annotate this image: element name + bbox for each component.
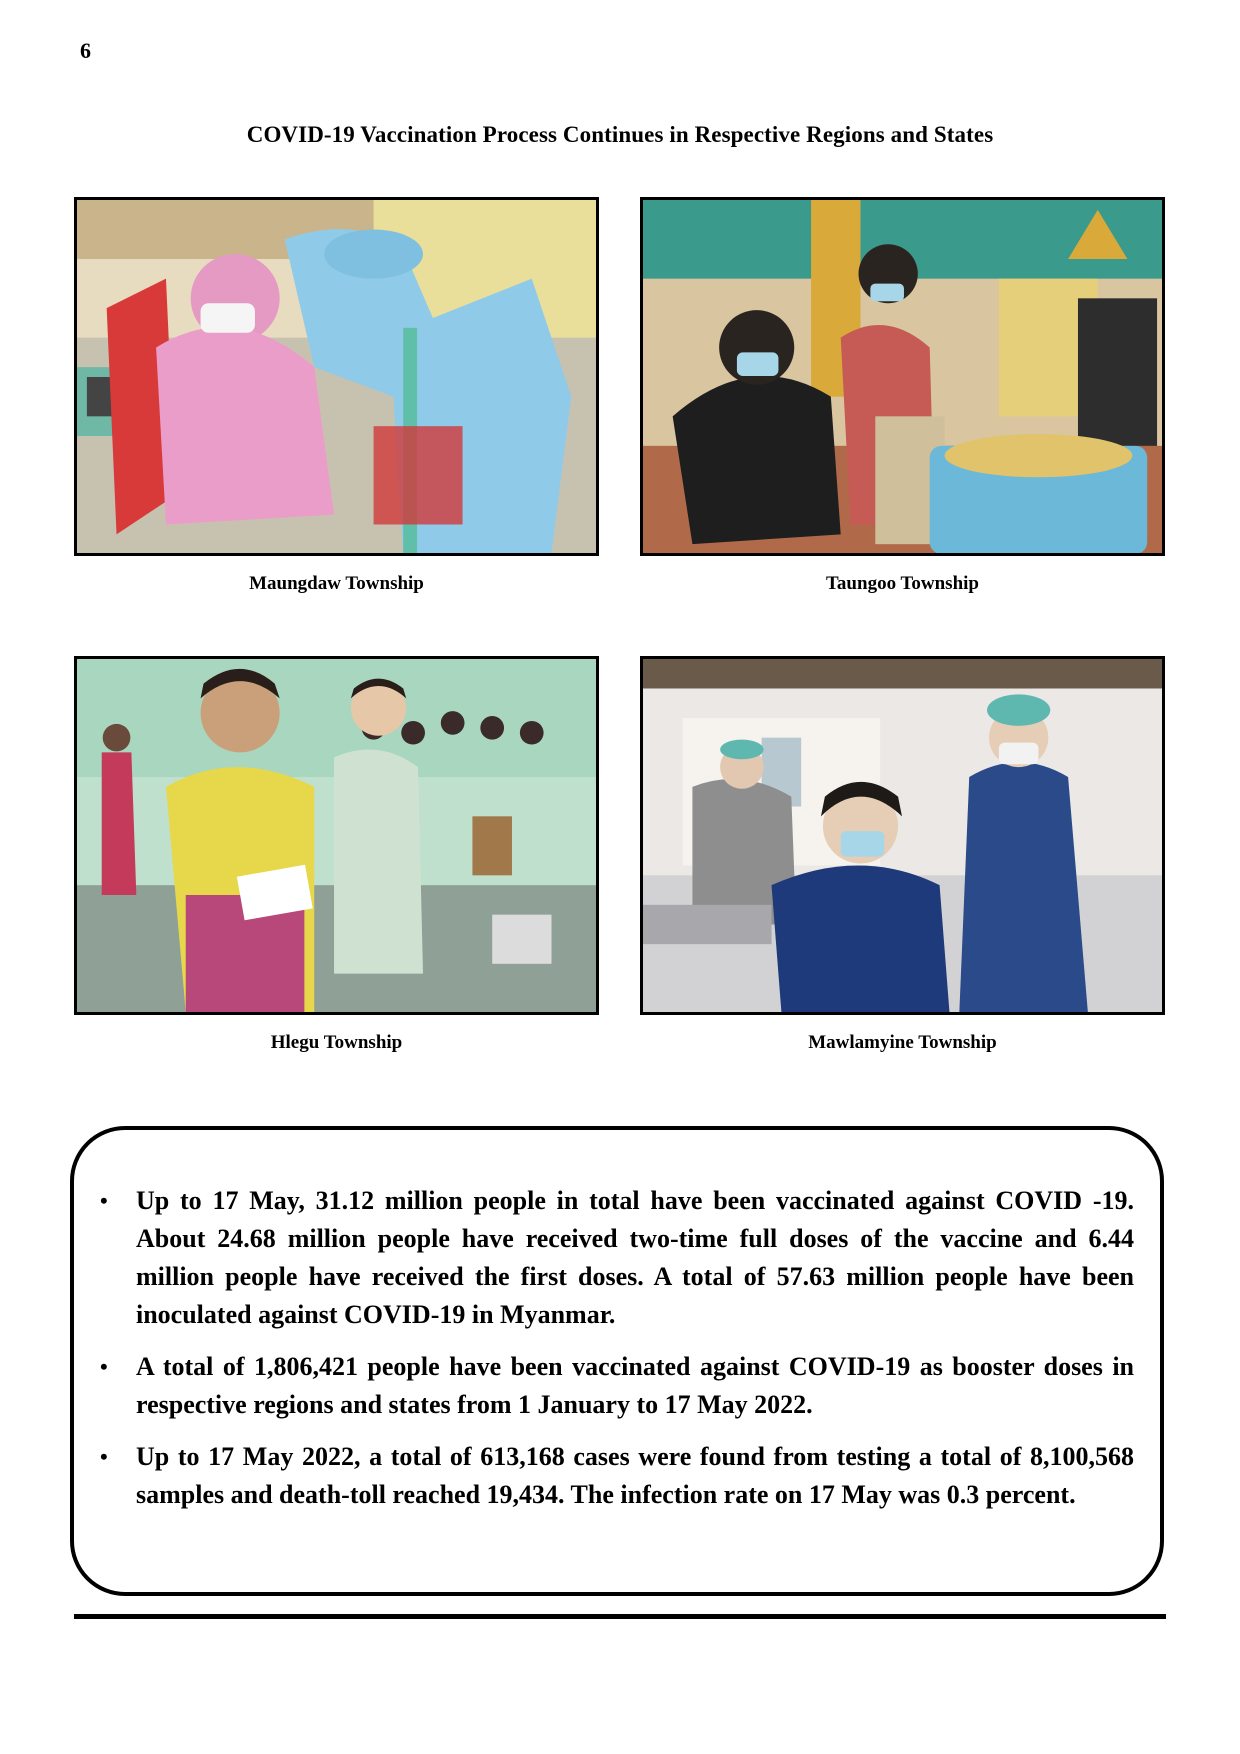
bullet-icon: • xyxy=(100,1444,108,1469)
bullet-text: Up to 17 May 2022, a total of 613,168 cases were found from testing a total of 8,100,568 samples and death-toll reached 19,434. The infection rate on 17 May was 0.3 percent. xyxy=(136,1442,1134,1509)
photo-caption: Mawlamyine Township xyxy=(808,1032,997,1053)
bullet-list xyxy=(74,1182,1160,1528)
bullet-text: Up to 17 May, 31.12 million people in total have been vaccinated against COVID -19. About 24.68 million people have received two-time full doses of the vaccine and 6.44 million people have received the first doses. A total of 57.63 million people have been inoculated against COVID-19 in Myanmar. xyxy=(136,1186,1134,1329)
photo-maungdaw xyxy=(74,197,599,556)
photo-caption: Maungdaw Township xyxy=(249,573,424,594)
info-box xyxy=(70,1126,1164,1596)
photo-hlegu xyxy=(74,656,599,1015)
bullet-item xyxy=(74,1438,1160,1514)
bullet-item xyxy=(74,1182,1160,1334)
bullet-icon: • xyxy=(100,1188,108,1213)
bottom-rule xyxy=(74,1614,1166,1619)
bullet-text: A total of 1,806,421 people have been vaccinated against COVID-19 as booster doses in respective regions and states from 1 January to 17 May 2022. xyxy=(136,1352,1134,1419)
bullet-item xyxy=(74,1348,1160,1424)
photo-caption: Hlegu Township xyxy=(270,1032,403,1053)
page-number: 6 xyxy=(80,38,91,63)
photo-mawlamyine xyxy=(640,656,1165,1015)
photo-caption: Taungoo Township xyxy=(826,573,979,594)
bullet-icon: • xyxy=(100,1354,108,1379)
photo-taungoo xyxy=(640,197,1165,556)
page-title: COVID-19 Vaccination Process Continues in Respective Regions and States xyxy=(246,122,994,147)
